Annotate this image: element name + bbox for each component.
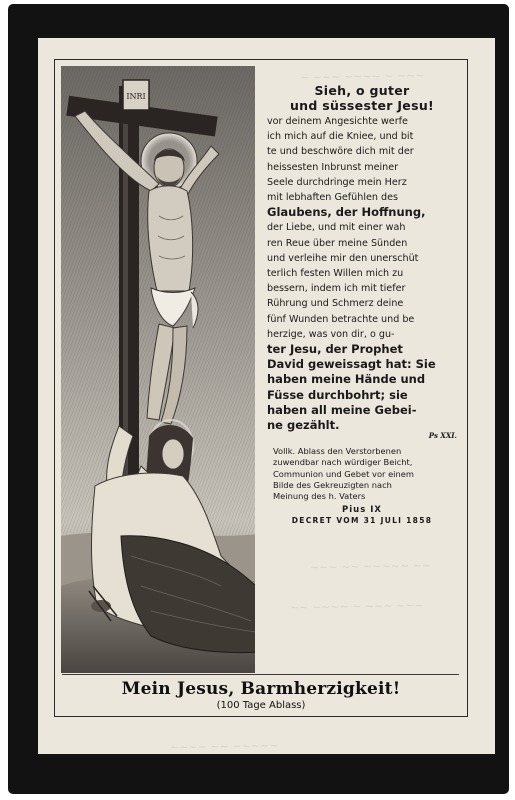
indulgence-line: zuwendbar nach würdiger Beicht, [273, 457, 413, 468]
indulgence-line: Vollk. Ablass den Verstorbenen [273, 446, 402, 457]
reverse-show-through: ~ ~~~ ~~~~ ~ ~~~ [299, 68, 425, 85]
prayer-line: Füsse durchbohrt; sie [267, 387, 408, 402]
inri-plaque-text: INRI [126, 92, 146, 101]
pope-name: Pius IX [342, 505, 382, 516]
prayer-line: ter Jesu, der Prophet [267, 342, 403, 357]
crucifixion-engraving [61, 66, 255, 673]
prayer-line: ren Reue über meine Sünden [267, 237, 408, 249]
crucifixion-image [61, 66, 255, 673]
reverse-show-through: ~~~~ ~~ ~~~~~ [169, 739, 279, 754]
psalm-reference: Ps XXI. [428, 431, 457, 441]
footer-title: Mein Jesus, Barmherzigkeit! [121, 679, 401, 699]
reverse-show-through: ~~ ~~~~ ~ ~~~ ~~~ [289, 598, 424, 615]
decree-date: DECRET VOM 31 JULI 1858 [291, 516, 433, 526]
prayer-line: bessern, indem ich mit tiefer [267, 283, 406, 295]
indulgence-note [267, 446, 457, 502]
prayer-line: ne gezählt. [267, 418, 340, 433]
prayer-line: Seele durchdringe mein Herz [267, 176, 407, 188]
prayer-line: herzige, was von dir, o gu- [267, 328, 395, 340]
prayer-line: der Liebe, und mit einer wah [267, 222, 406, 234]
prayer-line: und verleihe mir den unerschüt [267, 252, 419, 264]
prayer-heading [267, 83, 457, 113]
prayer-line: Glaubens, der Hoffnung, [267, 205, 426, 220]
footer-subtitle: (100 Tage Ablass) [216, 700, 306, 711]
prayer-line: terlich festen Willen mich zu [267, 268, 404, 280]
prayer-line: heissesten Inbrunst meiner [267, 161, 399, 173]
indulgence-line: Communion und Gebet vor einem [273, 468, 414, 479]
prayer-line: te und beschwöre dich mit der [267, 146, 414, 158]
reverse-show-through: ~~~ ~~ ~~~~~ ~~ [309, 558, 432, 575]
footer-divider [62, 674, 459, 675]
indulgence-line: Bilde des Gekreuzigten nach [273, 479, 392, 490]
prayer-line: ich mich auf die Kniee, und bit [267, 131, 414, 143]
prayer-line: Rührung und Schmerz deine [267, 298, 404, 310]
prayer-line: haben all meine Gebei- [267, 402, 417, 417]
prayer-line: mit lebhaften Gefühlen des [267, 192, 399, 204]
prayer-heading-line-2: und süssester Jesu! [289, 98, 435, 113]
prayer-line: haben meine Hände und [267, 372, 426, 387]
prayer-line: vor deinem Angesichte werfe [267, 116, 408, 127]
prayer-line: David geweissagt hat: Sie [267, 357, 436, 372]
indulgence-line: Meinung des h. Vaters [273, 491, 366, 502]
prayer-text [267, 83, 457, 525]
prayer-heading-line-1: Sieh, o guter [314, 83, 410, 98]
prayer-line: fünf Wunden betrachte und be [267, 313, 415, 325]
prayer-body [267, 114, 457, 433]
